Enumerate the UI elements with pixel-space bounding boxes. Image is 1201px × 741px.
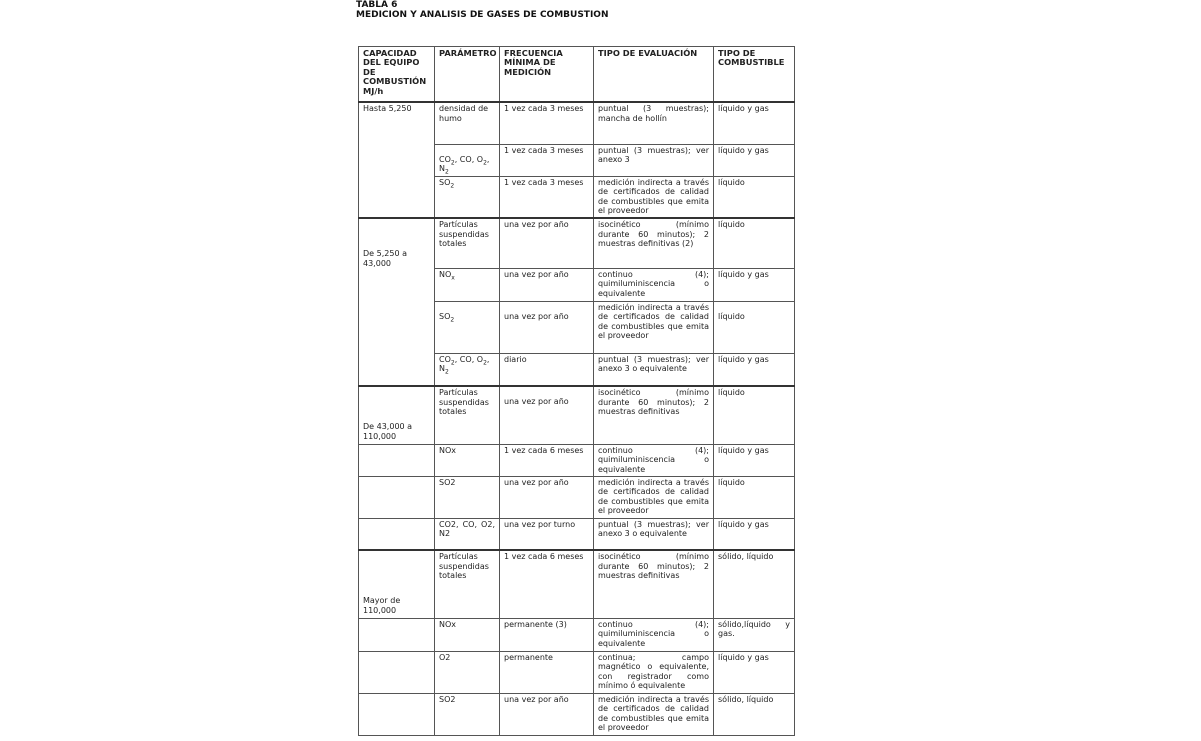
table-row [359,444,795,476]
col-header-capacidad: CAPACIDAD DEL EQUIPO DE COMBUSTIÓN MJ/h [359,47,435,103]
table-row [359,476,795,518]
table-heading [356,0,608,20]
table-row [359,693,795,735]
col-header-combustible: TIPO DE COMBUSTIBLE [714,47,795,103]
capacity-cell-empty [359,693,435,735]
table-row [359,550,795,618]
table-row [359,218,795,268]
param-cell: NOx [435,618,500,651]
freq-cell: una vez por año [500,693,594,735]
fuel-cell: líquido y gas [714,651,795,693]
param-cell: NOx [435,444,500,476]
table-row [359,102,795,144]
freq-cell: 1 vez cada 3 meses [500,176,594,218]
fuel-cell: líquido [714,386,795,444]
eval-cell: puntual (3 muestras); mancha de hollín [594,102,714,144]
eval-cell: puntual (3 muestras); ver anexo 3 o equivalente [594,518,714,550]
table-title: MEDICION Y ANALISIS DE GASES DE COMBUSTION [356,10,609,20]
capacity-cell-empty [359,476,435,518]
fuel-cell: líquido y gas [714,353,795,386]
param-cell: CO2, CO, O2, N2 [435,518,500,550]
freq-cell: 1 vez cada 3 meses [500,102,594,144]
eval-cell: medición indirecta a través de certificados de calidad de combustibles que emita el proveedor [594,476,714,518]
col-header-frecuencia: FRECUENCIA MÍNIMA DE MEDICIÓN [500,47,594,103]
fuel-cell: líquido y gas [714,144,795,176]
eval-cell: continuo (4); quimiluminiscencia o equivalente [594,444,714,476]
eval-cell: medición indirecta a través de certificados de calidad de combustibles que emita el proveedor [594,301,714,353]
fuel-cell: líquido [714,301,795,353]
freq-cell: 1 vez cada 6 meses [500,444,594,476]
param-cell: Partículas suspendidas totales [435,218,500,268]
fuel-cell: líquido [714,176,795,218]
fuel-cell: sólido, líquido [714,550,795,618]
param-cell: SO2 [435,693,500,735]
fuel-cell: líquido y gas [714,268,795,301]
capacity-cell-empty [359,518,435,550]
fuel-cell: líquido y gas [714,102,795,144]
eval-cell: isocinético (mínimo durante 60 minutos); 2 muestras definitivas [594,550,714,618]
param-cell: densidad de humo [435,102,500,144]
freq-cell: 1 vez cada 6 meses [500,550,594,618]
fuel-cell: sólido,líquido y gas. [714,618,795,651]
param-cell: Partículas suspendidas totales [435,386,500,444]
capacity-cell: De 43,000 a 110,000 [359,386,435,444]
freq-cell: 1 vez cada 3 meses [500,144,594,176]
param-cell: $CO_2$, CO, $O_2$, $N_2$ [435,144,500,176]
eval-cell: puntual (3 muestras); ver anexo 3 [594,144,714,176]
eval-cell: continuo (4); quimiluminiscencia o equivalente [594,268,714,301]
freq-cell: una vez por turno [500,518,594,550]
freq-cell: permanente (3) [500,618,594,651]
eval-cell: isocinético (mínimo durante 60 minutos); 2 muestras definitivas [594,386,714,444]
eval-cell: isocinético (mínimo durante 60 minutos); 2 muestras definitivas (2) [594,218,714,268]
fuel-cell: líquido y gas [714,518,795,550]
freq-cell: una vez por año [500,218,594,268]
fuel-cell: líquido [714,218,795,268]
eval-cell: medición indirecta a través de certificados de calidad de combustibles que emita el proveedor [594,176,714,218]
table-number: TABLA 6 [356,0,398,10]
table-row [359,386,795,444]
param-cell: $NO_x$ [435,268,500,301]
table-row [359,618,795,651]
param-cell: O2 [435,651,500,693]
freq-cell: una vez por año [500,301,594,353]
capacity-cell-empty [359,651,435,693]
capacity-cell-empty [359,444,435,476]
col-header-parametro: PARÁMETRO [435,47,500,103]
eval-cell: continuo (4); quimiluminiscencia o equivalente [594,618,714,651]
capacity-cell: Hasta 5,250 [359,102,435,218]
param-cell: $SO_2$ [435,176,500,218]
gas-measurement-table [358,46,795,736]
capacity-cell: Mayor de 110,000 [359,550,435,618]
fuel-cell: líquido [714,476,795,518]
param-cell: $SO_2$ [435,301,500,353]
table-row [359,518,795,550]
table-row [359,651,795,693]
freq-cell: diario [500,353,594,386]
param-cell: $CO_2$, CO, $O_2$, $N_2$ [435,353,500,386]
freq-cell: una vez por año [500,268,594,301]
eval-cell: medición indirecta a través de certificados de calidad de combustibles que emita el proveedor [594,693,714,735]
eval-cell: puntual (3 muestras); ver anexo 3 o equivalente [594,353,714,386]
capacity-cell: De 5,250 a 43,000 [359,218,435,386]
fuel-cell: líquido y gas [714,444,795,476]
param-cell: Partículas suspendidas totales [435,550,500,618]
freq-cell: una vez por año [500,476,594,518]
header-row [359,47,795,103]
eval-cell: continua; campo magnético o equivalente, con registrador como mínimo ó equivalente [594,651,714,693]
freq-cell: una vez por año [500,386,594,444]
freq-cell: permanente [500,651,594,693]
capacity-cell-empty [359,618,435,651]
col-header-evaluacion: TIPO DE EVALUACIÓN [594,47,714,103]
fuel-cell: sólido, líquido [714,693,795,735]
param-cell: SO2 [435,476,500,518]
